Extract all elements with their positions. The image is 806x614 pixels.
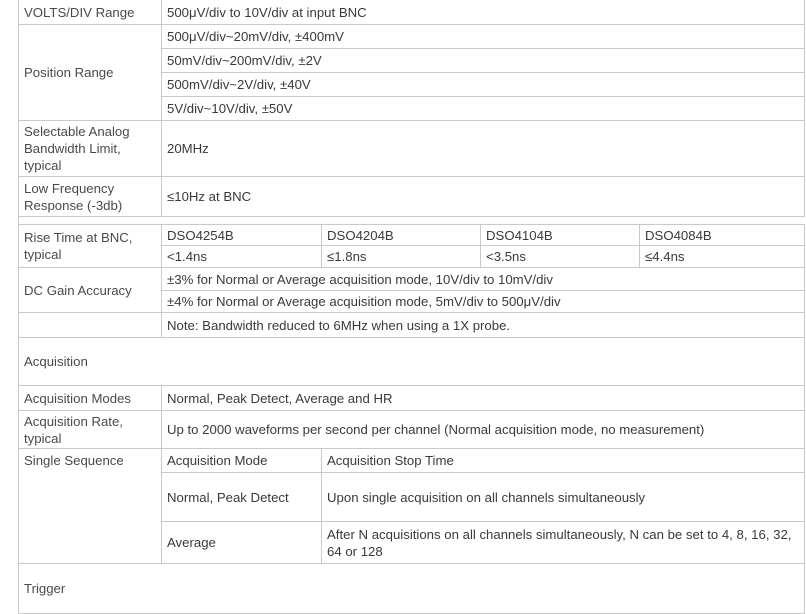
rise-time-value: <1.4ns [162,246,322,268]
note-empty-cell [19,313,162,338]
section-spacer [19,217,805,225]
position-range-value: 50mV/div~200mV/div, ±2V [162,49,805,73]
volts-div-value: 500μV/div to 10V/div at input BNC [162,0,805,25]
single-sequence-mode: Average [162,522,322,564]
trigger-section-title: Trigger [19,564,805,614]
row-position-range-1 [19,25,805,49]
row-note [19,313,805,338]
rise-time-value: <3.5ns [481,246,640,268]
rise-time-model: DSO4084B [640,225,805,246]
low-frequency-value: ≤10Hz at BNC [162,177,805,217]
row-low-frequency [19,177,805,217]
dc-gain-value: ±4% for Normal or Average acquisition mode, 5mV/div to 500μV/div [162,291,805,313]
single-sequence-mode: Normal, Peak Detect [162,473,322,522]
single-sequence-stop: Upon single acquisition on all channels simultaneously [322,473,805,522]
spacer-cell [19,217,805,225]
row-acquisition-rate [19,411,805,449]
single-sequence-stop: After N acquisitions on all channels simultaneously, N can be set to 4, 8, 16, 32, 64 or 128 [322,522,805,564]
row-acquisition-section [19,338,805,386]
row-rise-time-models [19,225,805,246]
acquisition-modes-value: Normal, Peak Detect, Average and HR [162,386,805,411]
bandwidth-note: Note: Bandwidth reduced to 6MHz when using a 1X probe. [162,313,805,338]
position-range-value: 500μV/div~20mV/div, ±400mV [162,25,805,49]
rise-time-value: ≤1.8ns [322,246,481,268]
acquisition-rate-value: Up to 2000 waveforms per second per channel (Normal acquisition mode, no measurement) [162,411,805,449]
row-acquisition-modes [19,386,805,411]
row-volts-div [19,0,805,25]
volts-div-label: VOLTS/DIV Range [19,0,162,25]
single-sequence-header-stop: Acquisition Stop Time [322,449,805,473]
bandwidth-limit-label: Selectable Analog Bandwidth Limit, typical [19,121,162,177]
acquisition-rate-label: Acquisition Rate, typical [19,411,162,449]
bandwidth-limit-value: 20MHz [162,121,805,177]
row-dc-gain-1 [19,268,805,291]
dc-gain-label: DC Gain Accuracy [19,268,162,313]
rise-time-model: DSO4254B [162,225,322,246]
position-range-value: 5V/div~10V/div, ±50V [162,97,805,121]
single-sequence-header-mode: Acquisition Mode [162,449,322,473]
rise-time-model: DSO4204B [322,225,481,246]
dc-gain-value: ±3% for Normal or Average acquisition mode, 10V/div to 10mV/div [162,268,805,291]
single-sequence-label: Single Sequence [19,449,162,564]
position-range-label: Position Range [19,25,162,121]
acquisition-modes-label: Acquisition Modes [19,386,162,411]
rise-time-model: DSO4104B [481,225,640,246]
row-bandwidth-limit [19,121,805,177]
spec-table [18,0,805,614]
row-single-sequence-header [19,449,805,473]
rise-time-label: Rise Time at BNC, typical [19,225,162,268]
row-trigger-section [19,564,805,614]
position-range-value: 500mV/div~2V/div, ±40V [162,73,805,97]
rise-time-value: ≤4.4ns [640,246,805,268]
acquisition-section-title: Acquisition [19,338,805,386]
low-frequency-label: Low Frequency Response (-3db) [19,177,162,217]
